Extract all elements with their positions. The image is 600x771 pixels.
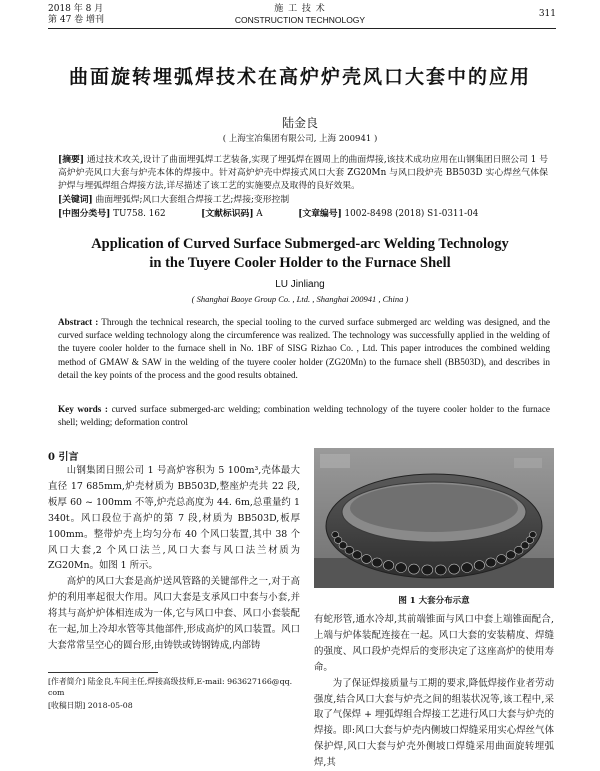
keywords-cn-text: 曲面埋弧焊;风口大套组合焊接工艺;焊接;变形控制 xyxy=(95,195,290,205)
body-paragraph: 高炉的风口大套是高炉送风管路的关键部件之一,对于高炉的利用率起很大作用。风口大套是支承风口中套与小套,并将其与高炉炉体相连成为一体,它与风口中套、风口小套装配在一起,加上冷却水管等其他部件,形成高炉的风口装置。风口大套常常呈空心的圆台形,由铸铁或铸钢铸成,内部铸 xyxy=(48,576,300,651)
header-year-month: 2018 年 8 月 xyxy=(48,4,104,14)
abstract-cn-text: 通过技术攻关,设计了曲面埋弧焊工艺装备,实现了埋弧焊在圆周上的曲面焊接,该技术成功应用在山钢集团日照公司 1 号高炉炉壳风口大套与炉壳本体的焊接中。针对高炉炉壳中焊接式风口大套 ZG20Mn 与风口段炉壳 BB503D 实心焊丝气体保护焊与埋弧焊组合焊接方法,详尽描述了该工艺的实施要点及取得的良好效果。 xyxy=(58,155,548,191)
doc-code-label: [文献标识码] xyxy=(201,209,254,219)
tuyere-opening xyxy=(435,565,446,575)
title-en-line1: Application of Curved Surface Submerged-arc Welding Technology xyxy=(91,236,509,252)
title-en xyxy=(0,235,600,273)
figure-caption: 图 1 大套分布示意 xyxy=(398,596,470,606)
tuyere-opening xyxy=(474,561,484,571)
tuyere-opening xyxy=(396,563,407,573)
tuyere-opening xyxy=(486,558,496,567)
tuyere-opening xyxy=(497,555,507,564)
tuyere-opening xyxy=(409,564,420,574)
tuyere-opening xyxy=(353,551,362,559)
body-paragraph: 有蛇形管,通水冷却,其前端锥面与风口中套上端锥面配合,上端与炉体装配连接在一起。风口大套的安装精度、焊缝的强度、风口段炉壳焊后的变形决定了这座高炉的使用寿命。 xyxy=(314,614,554,673)
journal-name-en: CONSTRUCTION TECHNOLOGY xyxy=(234,15,366,25)
figure-1-photo xyxy=(314,448,554,588)
keywords-en xyxy=(58,403,550,429)
clc-label: [中图分类号] xyxy=(58,209,111,219)
author-cn: 陆金良 xyxy=(281,116,318,130)
tuyere-opening xyxy=(383,561,393,571)
footnote-rule xyxy=(48,672,158,673)
tuyere-opening xyxy=(506,551,515,559)
header-volume: 第 47 卷 增刊 xyxy=(48,15,105,25)
abstract-en-text: Through the technical research, the special tooling to the curved surface submerged arc welding was designed, and the curved surface welding technology along the circumference was realized. The technology was successfully applied in the welding of the tuyere cooler holder to the furnace shell in No. 1BF of SISG Rizhao Co. , Ltd. This paper introduces the combined welding method of GMAW & SAW in the welding of the tuyere cooler holder (ZG20Mn) to the furnace shell (BB503D), and describes in detail the key points of the process and the good results obtained. xyxy=(58,317,550,380)
tuyere-ring-illustration xyxy=(314,448,554,588)
keywords-cn-label: [关键词] xyxy=(58,195,93,205)
footnote-author: [作者简介] 陆金良,车间主任,焊接高级技师,E-mail: 963627166@qq. com xyxy=(48,677,293,697)
abstract-en xyxy=(58,316,550,382)
body-left-column xyxy=(48,463,300,654)
tuyere-opening xyxy=(362,555,372,564)
body-right-column xyxy=(314,612,554,771)
abstract-cn xyxy=(58,154,548,193)
clc-value: TU758. 162 xyxy=(113,209,166,219)
article-number-value: 1002-8498 (2018) S1-0311-04 xyxy=(344,209,479,219)
keywords-en-text: curved surface submerged-arc welding; combination welding technology of the tuyere cooler holder to the furnace shell; welding; deformation control xyxy=(58,404,550,428)
section-heading-introduction: 0 引言 xyxy=(48,452,79,463)
title-en-line2: in the Tuyere Cooler Holder to the Furnace Shell xyxy=(149,255,451,271)
tuyere-opening xyxy=(449,564,460,574)
tuyere-opening xyxy=(345,546,354,554)
tuyere-opening xyxy=(462,563,473,573)
doc-code-value: A xyxy=(256,209,263,219)
article-number-label: [文章编号] xyxy=(298,209,342,219)
header-center xyxy=(0,4,600,26)
keywords-cn xyxy=(58,194,548,207)
tuyere-opening xyxy=(529,532,536,538)
page-number: 311 xyxy=(538,9,556,19)
footnote-received: [收稿日期] 2018-05-08 xyxy=(48,701,133,710)
affiliation-en: ( Shanghai Baoye Group Co. , Ltd. , Shanghai 200941 , China ) xyxy=(191,294,409,304)
affiliation-cn: ( 上海宝冶集团有限公司, 上海 200941 ) xyxy=(222,134,378,144)
author-en: LU Jinliang xyxy=(275,279,325,290)
abstract-en-label: Abstract : xyxy=(58,317,99,327)
tuyere-opening xyxy=(372,558,382,567)
body-paragraph: 山钢集团日照公司 1 号高炉容积为 5 100m³,壳体最大直径 17 685mm,炉壳材质为 BB503D,整座炉壳共 22 段,板厚 60 ~ 100mm 不等,炉壳总高度为 44. 6m,总重量约 1 340t。风口段位于高炉的第 7 段,材质为 BB503D,板厚 100mm。整带炉壳上均匀分布 40 个风口装置,其中 38 个风口大套,2 个风口法兰,风口大套与风口法兰材质为 ZG20Mn。如图 1 所示。 xyxy=(48,465,300,572)
classification-row xyxy=(58,208,548,221)
journal-name-cn: 施 工 技 术 xyxy=(274,4,326,14)
header-rule xyxy=(48,28,556,29)
tuyere-opening xyxy=(422,565,433,575)
body-paragraph: 为了保证焊接质量与工期的要求,降低焊接作业者劳动强度,结合风口大套与炉壳之间的组装状况等,该工程中,采取了气保焊 + 埋弧焊组合焊接工艺进行风口大套与炉壳的焊接。即:风口大套与炉壳内侧坡口焊缝采用实心焊丝气体保护焊,风口大套与炉壳外侧坡口焊缝采用曲面旋转埋弧焊,其 xyxy=(314,677,554,769)
title-cn: 曲面旋转埋弧焊技术在高炉炉壳风口大套中的应用 xyxy=(68,66,531,88)
keywords-en-label: Key words : xyxy=(58,404,108,414)
abstract-cn-label: [摘要] xyxy=(58,155,85,165)
